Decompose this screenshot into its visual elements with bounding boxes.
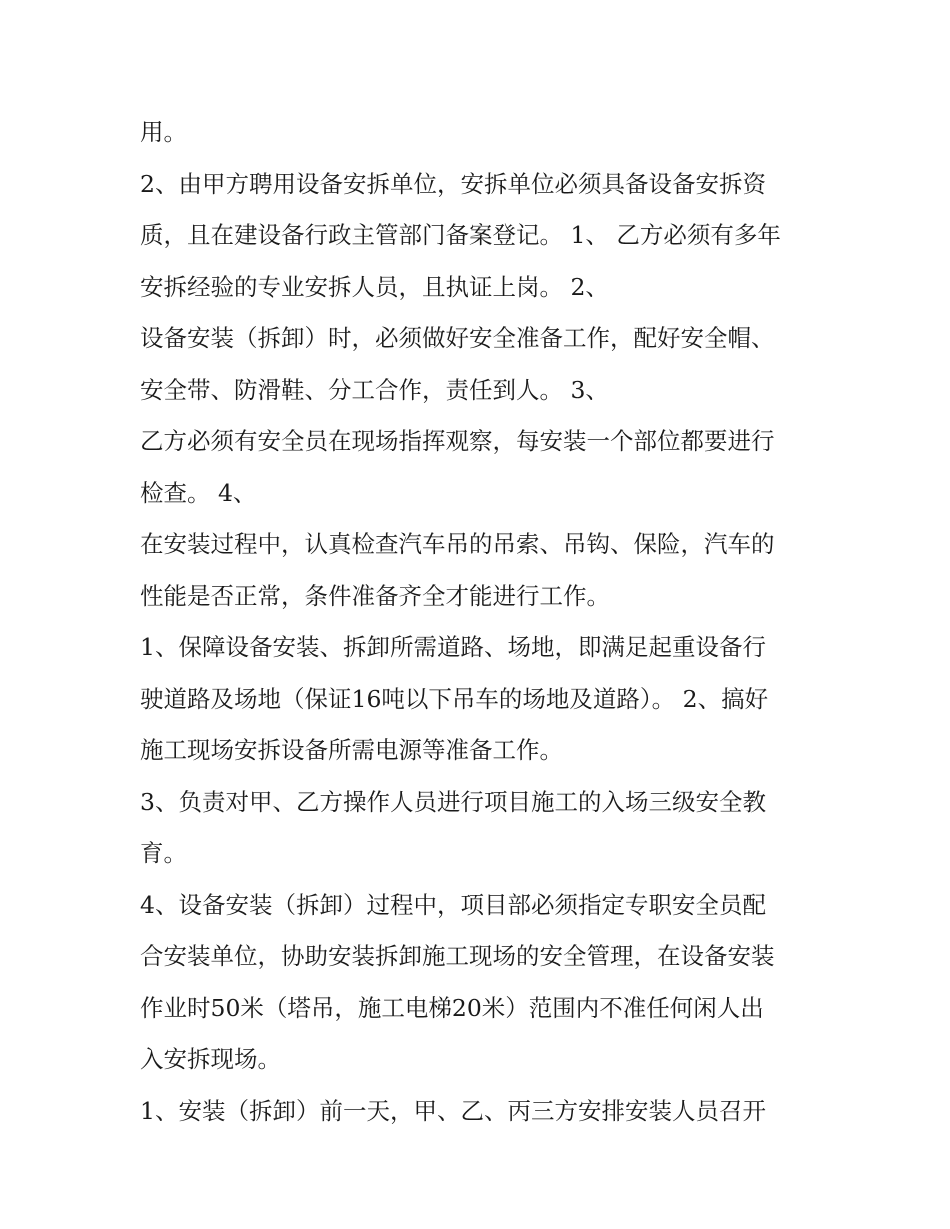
text-line: 性能是否正常，条件准备齐全才能进行工作。 — [140, 581, 610, 610]
text-line: 施工现场安拆设备所需电源等准备工作。 — [140, 736, 563, 764]
text-line: 检查。 4、 — [140, 478, 257, 507]
text-line: 1、保障设备安装、拆卸所需道路、场地，即满足起重设备行 — [140, 633, 766, 661]
text-line: 4、设备安装（拆卸）过程中，项目部必须指定专职安全员配 — [140, 890, 766, 919]
text-line: 乙方必须有安全员在现场指挥观察，每安装一个部位都要进行 — [140, 427, 775, 455]
text-line: 安全带、防滑鞋、分工合作，责任到人。 3、 — [140, 375, 609, 404]
document-body — [140, 107, 820, 1137]
text-line: 作业时50米（塔吊，施工电梯20米）范围内不准任何闲人出 — [140, 993, 764, 1022]
text-line: 合安装单位，协助安装拆卸施工现场的安全管理，在设备安装 — [140, 942, 775, 970]
text-line: 3、负责对甲、乙方操作人员进行项目施工的入场三级安全教 — [140, 787, 766, 816]
text-line: 安拆经验的专业安拆人员，且执证上岗。 2、 — [140, 272, 609, 301]
text-line: 2、由甲方聘用设备安拆单位，安拆单位必须具备设备安拆资 — [140, 169, 766, 198]
text-line: 设备安装（拆卸）时，必须做好安全准备工作，配好安全帽、 — [140, 324, 775, 352]
text-line: 在安装过程中，认真检查汽车吊的吊索、吊钩、保险，汽车的 — [140, 530, 775, 558]
text-line: 入安拆现场。 — [140, 1045, 281, 1073]
text-line: 驶道路及场地（保证16吨以下吊车的场地及道路）。 2、搞好 — [140, 684, 769, 713]
text-line: 1、安装（拆卸）前一天，甲、乙、丙三方安排安装人员召开 — [140, 1096, 766, 1125]
text-line: 用。 — [140, 118, 187, 146]
text-line: 质，且在建设备行政主管部门备案登记。 1、 乙方必须有多年 — [140, 221, 781, 249]
text-line: 育。 — [140, 839, 187, 867]
